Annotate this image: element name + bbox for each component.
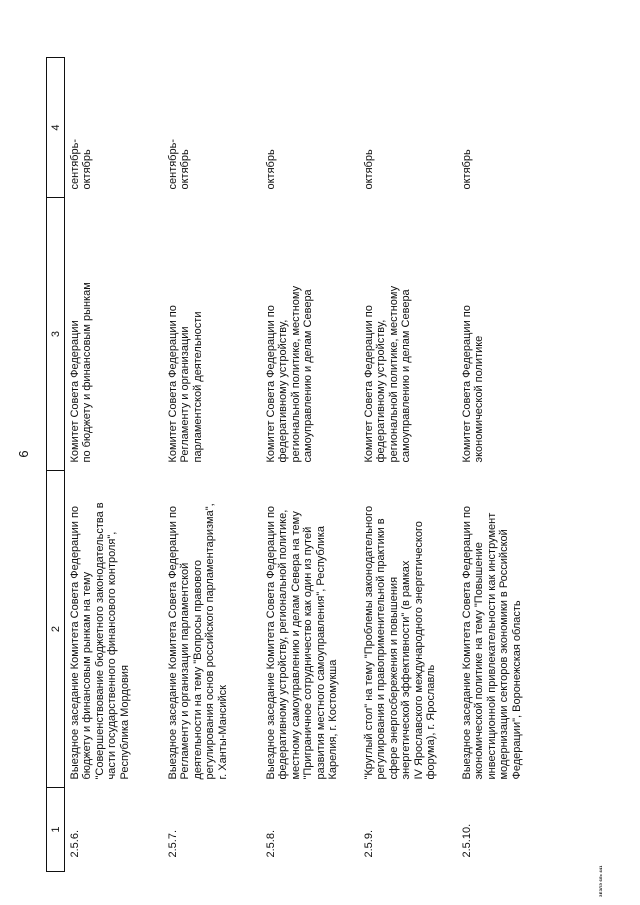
table-row: [359, 58, 457, 872]
event-period: октябрь: [461, 149, 473, 190]
column-header-1: 1: [47, 788, 65, 872]
column-header-3: 3: [47, 198, 65, 471]
column-header-2: 2: [47, 471, 65, 788]
responsible-committee: Комитет Совета Федерации по федеративному устройству, региональной политике, местному самоуправлению и делам Севера: [265, 285, 315, 463]
item-number: 2.5.6.: [69, 829, 81, 858]
table-row: [163, 58, 261, 872]
table-row: [65, 58, 164, 872]
print-code: ЗЕЗЛЭ 6бс 441: [598, 865, 603, 897]
responsible-committee: Комитет Совета Федерации по бюджету и финансовым рынкам: [69, 282, 94, 463]
table-row: [457, 58, 555, 872]
table-row: [261, 58, 359, 872]
responsible-committee: Комитет Совета Федерации по федеративному устройству, региональной политике, местному самоуправлению и делам Севера: [363, 285, 413, 463]
responsible-committee: Комитет Совета Федерации по экономической политике: [461, 305, 486, 463]
event-description: Выездное заседание Комитета Совета Федерации по Регламенту и организации парламентской деятельности на тему "Вопросы правового регулирования основ российского парламентаризма", г. Ханты-Мансийск: [167, 503, 229, 780]
event-period: октябрь: [265, 149, 277, 190]
event-description: Выездное заседание Комитета Совета Федерации по федеративному устройству, региональной политике, местному самоуправлению и делам Севера на тему "Приграничное сотрудничество как один из путей развития местного самоуправления", Республика Карелия, г. Костомукша: [265, 505, 340, 780]
item-number: 2.5.10.: [461, 823, 473, 858]
responsible-committee: Комитет Совета Федерации по Регламенту и организации парламентской деятельности: [167, 305, 204, 463]
event-description: "Круглый стол" на тему "Проблемы законодательного регулирования и правоприменительной практики в сфере энергосбережения и повышения энергетической эффективности" (в рамках IV Ярославского международного энергетического форума), г. Ярославль: [363, 505, 438, 780]
item-number: 2.5.9.: [363, 829, 375, 858]
event-description: Выездное заседание Комитета Совета Федерации по бюджету и финансовым рынкам на тему "Совершенствование бюджетного законодательства в части государственного финансового контроля", Республика Мордовия: [69, 502, 131, 780]
event-period: октябрь: [363, 149, 375, 190]
event-description: Выездное заседание Комитета Совета Федерации по экономической политике на тему "Повышение инвестиционной привлекательности как инструмент модернизации секторов экономики в Российской Федерации", Воронежская область: [461, 505, 523, 780]
column-header-4: 4: [47, 58, 65, 198]
column-number-row: [47, 58, 65, 872]
item-number: 2.5.7.: [167, 829, 179, 858]
events-plan-table: [46, 57, 555, 872]
event-period: сентябрь- октябрь: [69, 139, 94, 190]
page-number: 6: [16, 450, 31, 458]
item-number: 2.5.8.: [265, 829, 277, 858]
event-period: сентябрь- октябрь: [167, 139, 192, 190]
